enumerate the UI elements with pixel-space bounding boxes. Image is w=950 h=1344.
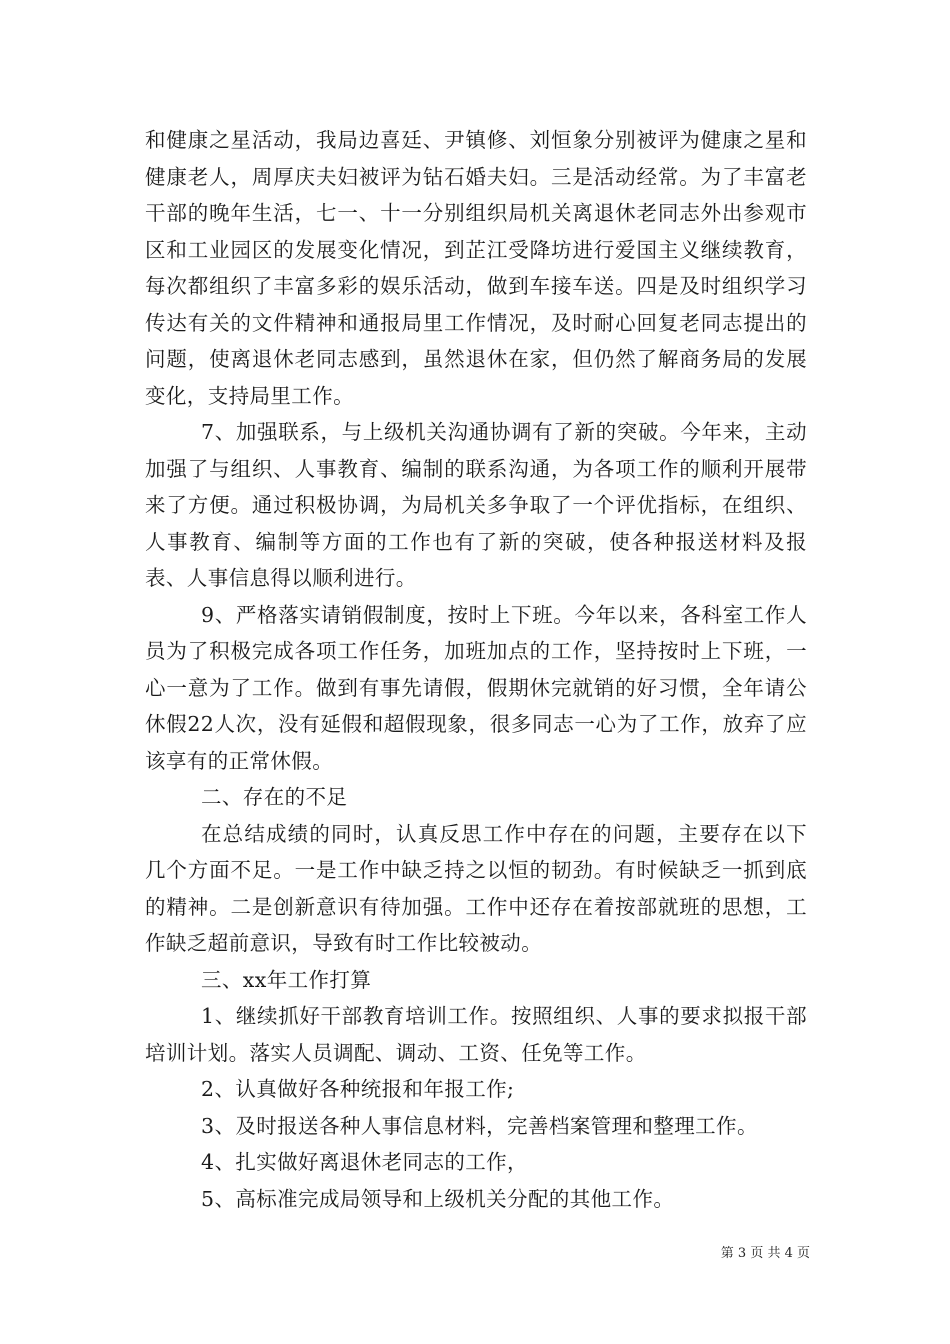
document-body — [145, 122, 807, 1217]
page-number-footer: 第 3 页 共 4 页 — [720, 1246, 810, 1261]
plan-item-1: 1、继续抓好干部教育培训工作。按照组织、人事的要求拟报干部培训计划。落实人员调配、调动、工资、任免等工作。 — [145, 1004, 807, 1065]
paragraph-item-9: 9、严格落实请销假制度，按时上下班。今年以来，各科室工作人员为了积极完成各项工作任务，加班加点的工作，坚持按时上下班，一心一意为了工作。做到有事先请假，假期休完就销的好习惯，全年请公休假22人次，没有延假和超假现象，很多同志一心为了工作，放弃了应该享有的正常休假。 — [145, 602, 807, 773]
paragraph-continued: 和健康之星活动，我局边喜廷、尹镇修、刘恒象分别被评为健康之星和健康老人，周厚庆夫妇被评为钻石婚夫妇。三是活动经常。为了丰富老干部的晚年生活，七一、十一分别组织局机关离退休老同志外出参观市区和工业园区的发展变化情况，到芷江受降坊进行爱国主义继续教育，每次都组织了丰富多彩的娱乐活动，做到车接车送。四是及时组织学习传达有关的文件精神和通报局里工作情况，及时耐心回复老同志提出的问题，使离退休老同志感到，虽然退休在家，但仍然了解商务局的发展变化，支持局里工作。 — [145, 128, 807, 408]
plan-item-4: 4、扎实做好离退休老同志的工作， — [201, 1150, 528, 1174]
plan-item-3: 3、及时报送各种人事信息材料，完善档案管理和整理工作。 — [201, 1113, 758, 1138]
plan-item-2: 2、认真做好各种统报和年报工作; — [201, 1077, 515, 1101]
paragraph-item-7: 7、加强联系，与上级机关沟通协调有了新的突破。今年来，主动加强了与组织、人事教育、编制的联系沟通，为各项工作的顺利开展带来了方便。通过积极协调，为局机关多争取了一个评优指标，在组织、人事教育、编制等方面的工作也有了新的突破，使各种报送材料及报表、人事信息得以顺利进行。 — [145, 420, 807, 590]
plan-item-5: 5、高标准完成局领导和上级机关分配的其他工作。 — [201, 1186, 675, 1211]
section-heading-work-plan: 三、xx年工作打算 — [201, 967, 372, 992]
paragraph-shortcomings: 在总结成绩的同时，认真反思工作中存在的问题，主要存在以下几个方面不足。一是工作中缺乏持之以恒的韧劲。有时候缺乏一抓到底的精神。二是创新意识有待加强。工作中还存在着按部就班的思想，工作缺乏超前意识，导致有时工作比较被动。 — [145, 821, 807, 955]
section-heading-shortcomings: 二、存在的不足 — [201, 785, 348, 809]
